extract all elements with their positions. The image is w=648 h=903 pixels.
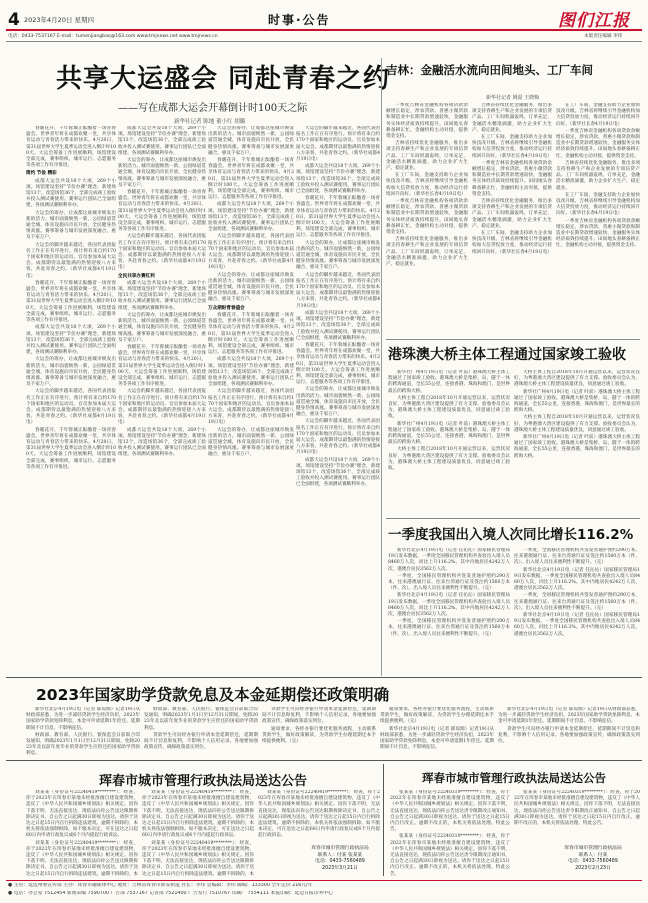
notices-top-rule (6, 760, 642, 761)
article2-column-2: 吉林省持续优化金融服务，推出多项支持春耕生产和企业发展的专项信贷产品。工厂车间机器轰鸣，订单充足，金融活水精准滴灌，助力企业扩大生产、稳定就业。 在工厂车间，金融支持助力企业加快技改升级。吉林省将继续引导金融机构加大信贷投放力度，推动经济运行持续回升向好。（新华社长春4月19日电） 一季度吉林省金融机构各项贷款余额增长稳定，涉农贷款、普惠小微贷款和制造业中长期贷款增速较快，金融服务实体经济质效持续提升。田间地头春耕备耕正忙，金融机构主动对接，提供资金支持。 吉林省持续优化金融服务，推出多项支持春耕生产和企业发展的专项信贷产品。工厂车间机器轰鸣，订单充足，金融活水精准滴灌，助力企业扩大生产、稳定就业。 在工厂车间，金融支持助力企业加快技改升级。吉林省将继续引导金融机构加大信贷投放力度，推动经济运行持续回升向好。（新华社长春4月19日电） (472, 103, 552, 255)
article1-title: 共享大运盛会 同赴青春之约 (56, 64, 391, 94)
article2-title: 吉林：金融活水流向田间地头、工厂车间 (386, 63, 593, 77)
article1-byline: 新华社记者 陈地 董小红 胡璐 (174, 119, 246, 125)
notices-divider (383, 764, 384, 876)
notice1-column-1: 刘某某（身份证号22240419********）：经查，你于2023年在珲春市某地未经批准擅自建设建筑物，违反了《中华人民共和国城乡规划法》相关规定。因你下落不明，无法直接送达，现依法向你公告送达限期拆除决定书，自公告之日起满30日即视为送达。请你于送达之日起15日内自行拆除违法建筑。逾期不拆除的，本机关将依法强制拆除。如不服本决定，可在送达之日起60日内申请行政复议或6个月内提起行政诉讼。 刘某某（身份证号22240419********）：经查，你于2023年在珲春市某地未经批准擅自建设建筑物，违反了《中华人民共和国城乡规划法》相关规定。因你下落不明，无法直接送达，现依法向你公告送达限期拆除决定书，自公告之日起满30日即视为送达。请你于送达之日起15日内自行拆除违法建筑。逾期不拆除的，本 (26, 790, 138, 876)
notice2-phone: 电话：0433-7560489 (568, 859, 618, 864)
article5-title: 2023年国家助学贷款免息及本金延期偿还政策明确 (36, 686, 390, 704)
column-divider-main (381, 58, 382, 676)
article3-column-1: 新华社广州4月19日电（记者 叶前）港珠澳大桥主体工程通过了国家竣工验收。港珠澳大桥是集桥、岛、隧于一体的跨海通道，全长55公里，连接香港、珠海和澳门，是世界最长的跨海大桥。 大桥主体工程自2018年10月开通运营以来，运营状况良好，为粤港澳大湾区建设提供了有力支撑。验收委员会认为，港珠澳大桥主体工程建设质量优良，同意通过竣工验收。 新华社广州4月19日电（记者 叶前）港珠澳大桥主体工程通过了国家竣工验收。港珠澳大桥是集桥、岛、隧于一体的跨海通道，全长55公里，连接香港、珠海和澳门，是世界最长的跨海大桥。 大桥主体工程自2018年10月开通运营以来，运营状况良好，为粤港澳大湾区建设提供了有力支撑。验收委员会认为，港珠澳大桥主体工程建设质量优良，同意通过竣工验收。 (388, 370, 510, 472)
notice1-phone: 电话：0433-7560489 (315, 859, 365, 864)
article5-column-1: 新华社北京4月19日电（记者 郁琼源）记者19日从财政部获悉，为进一步减轻贷款学生经济负担，2023年国家助学贷款免除利息，本金可申请延期1年偿还。延期期间不计罚息，不影响征信。 财政部、教育部、人民银行、银保监会日前联合印发通知，明确2023年1月1日至12月31日期间，免除2023年及以前年度毕业的贷款学生应偿还的国家助学贷款利息。 (26, 707, 140, 757)
article1-subhead-1: 简约 节俭 精彩 (26, 171, 57, 177)
footer-line-1: ● 主管：延边州委宣传部 主办：珲春市融媒体中心 地址：吉林省珲春市新安街道 社长：李伟 总编辑：李伟 邮编：133300 全年定价 216元/年 (8, 883, 313, 888)
footer-rule (6, 880, 642, 881)
article3-title: 港珠澳大桥主体工程通过国家竣工验收 (388, 347, 626, 363)
article2-bottom-rule (386, 339, 640, 340)
page-number: 4 (8, 10, 20, 30)
notice2-title: 珲春市城市管理行政执法局送达公告 (422, 771, 606, 785)
header-subrule (6, 41, 642, 42)
notice2-column-1: 张某某（身份证号22240319********）：经查，你于2022年在珲春市某地未经批准擅自建设建筑物，违反了《中华人民共和国城乡规划法》相关规定。因你下落不明，无法直接送达，现依法向你公告送达责令限期改正通知书，自公告之日起满30日即视为送达。请你于送达之日起15日内自行改正。逾期不改正的，本机关将依法处理。特此公告。 张某某（身份证号22240319********）：经查，你于2022年在珲春市某地未经批准擅自建设建筑物，违反了《中华人民共和国城乡规划法》相关规定。因你下落不明，无法直接送达，现依法向你公告送达责令限期改正通知书，自公告之日起满30日即视为送达。请你于送达之日起15日内自行改正。逾期不改正的，本机关将依法处理。特此公告。 (390, 790, 510, 876)
notice2-date: 2023年2月23日 (575, 865, 611, 871)
mid-page-rule (6, 677, 642, 678)
header-rule (6, 29, 642, 31)
article2-column-3: 在工厂车间，金融支持助力企业加快技改升级。吉林省将继续引导金融机构加大信贷投放力度，推动经济运行持续回升向好。（新华社长春4月19日电） 一季度吉林省金融机构各项贷款余额增长稳定，涉农贷款、普惠小微贷款和制造业中长期贷款增速较快，金融服务实体经济质效持续提升。田间地头春耕备耕正忙，金融机构主动对接，提供资金支持。 吉林省持续优化金融服务，推出多项支持春耕生产和企业发展的专项信贷产品。工厂车间机器轰鸣，订单充足，金融活水精准滴灌，助力企业扩大生产、稳定就业。 在工厂车间，金融支持助力企业加快技改升级。吉林省将继续引导金融机构加大信贷投放力度，推动经济运行持续回升向好。（新华社长春4月19日电） 一季度吉林省金融机构各项贷款余额增长稳定，涉农贷款、普惠小微贷款和制造业中长期贷款增速较快，金融服务实体经济质效持续提升。田间地头春耕备耕正忙，金融机构主动对接，提供资金支持。 (556, 103, 640, 249)
article5-column-2: 财政部、教育部、人民银行、银保监会日前联合印发通知，明确2023年1月1日至12月31日期间，免除2023年及以前年度毕业的贷款学生应偿还的国家助学贷款利息。 贷款学生可向经办银行申请本金延期偿还，延期期间不计罚息和复利，不影响个人信用记录。各地要加强政策宣传，确保政策落实到位。 (144, 707, 258, 751)
article5-column-3: 贷款学生可向经办银行申请本金延期偿还，延期期间不计罚息和复利，不影响个人信用记录。各地要加强政策宣传，确保政策落实到位。 通知要求，各经办银行要优化服务流程，主动联系贷款学生，做好政策解读，为贷款学生办理延期还本手续提供便利。（完） (262, 707, 376, 745)
article2-column-1: 一季度吉林省金融机构各项贷款余额增长稳定，涉农贷款、普惠小微贷款和制造业中长期贷款增速较快，金融服务实体经济质效持续提升。田间地头春耕备耕正忙，金融机构主动对接，提供资金支持。 吉林省持续优化金融服务，推出多项支持春耕生产和企业发展的专项信贷产品。工厂车间机器轰鸣，订单充足，金融活水精准滴灌，助力企业扩大生产、稳定就业。 在工厂车间，金融支持助力企业加快技改升级。吉林省将继续引导金融机构加大信贷投放力度，推动经济运行持续回升向好。（新华社长春4月19日电） 一季度吉林省金融机构各项贷款余额增长稳定，涉农贷款、普惠小微贷款和制造业中长期贷款增速较快，金融服务实体经济质效持续提升。田间地头春耕备耕正忙，金融机构主动对接，提供资金支持。 吉林省持续优化金融服务，推出多项支持春耕生产和企业发展的专项信贷产品。工厂车间机器轰鸣，订单充足，金融活水精准滴灌，助力企业扩大生产、稳定就业。 (386, 103, 468, 268)
notice2-contact: 联系人：付某 (578, 852, 608, 858)
article3-bottom-rule (386, 518, 640, 519)
notice1-signature-block (300, 846, 380, 872)
article3-column-2: 大桥主体工程自2018年10月开通运营以来，运营状况良好，为粤港澳大湾区建设提供了有力支撑。验收委员会认为，港珠澳大桥主体工程建设质量优良，同意通过竣工验收。 新华社广州4月19日电（记者 叶前）港珠澳大桥主体工程通过了国家竣工验收。港珠澳大桥是集桥、岛、隧于一体的跨海通道，全长55公里，连接香港、珠海和澳门，是世界最长的跨海大桥。 大桥主体工程自2018年10月开通运营以来，运营状况良好，为粤港澳大湾区建设提供了有力支撑。验收委员会认为，港珠澳大桥主体工程建设质量优良，同意通过竣工验收。 新华社广州4月19日电（记者 叶前）港珠澳大桥主体工程通过了国家竣工验收。港珠澳大桥是集桥、岛、隧于一体的跨海通道，全长55公里，连接香港、珠海和澳门，是世界最长的跨海大桥。 (514, 370, 640, 459)
article1-column-3: 大运会的筹办，让成都这座城市焕发出新的活力。城市面貌焕然一新，公园绿道贯通全城，体育设施向市民开放，全民健身热情高涨。赛事筹备与城市发展深度融合，惠及千家万户。 春暖花开，千年蓉城正酝酿着一场青春盛会。世界青年将在成都欢聚一堂，共享体育运动与青春活力带来的快乐。4月20日，第31届世界大学生夏季运动会进入倒计时100天。大运会筹备工作进展顺利，场馆建设全部完成，赛事组织、城市运行、志愿服务等各项工作有序推进。 成都大运会共设18个大项，269个小项。场馆建设坚持"节俭办赛"理念，新建场馆13个，改造场馆36个，全部完成竣工验收并投入测试赛使用。赛事运行团队已全面组建，各项测试赛顺利举办。 大运会的脚步越来越近，各国代表团报名工作正在有序进行。预计将有来自约170个国家和地区的运动员、官员参加本届大运会。成都期待以最饱满的热情迎接八方来客，共赴青春之约。（新华社成都4月19日电） 大运会的筹办，让成都这座城市焕发出新的活力。城市面貌焕然一新，公园绿道贯通全城，体育设施向市民开放，全民健身热情高涨。赛事筹备与城市发展深度融合，惠及千家万户。 万众期盼青春盛会 春暖花开，千年蓉城正酝酿着一场青春盛会。世界青年将在成都欢聚一堂，共享体育运动与青春活力带来的快乐。4月20日，第31届世界大学生夏季运动会进入倒计时100天。大运会筹备工作进展顺利，场馆建设全部完成，赛事组织、城市运行、志愿服务等各项工作有序推进。 成都大运会共设18个大项，269个小项。场馆建设坚持"节俭办赛"理念，新建场馆13个，改造场馆36个，全部完成竣工验收并投入测试赛使用。赛事运行团队已全面组建，各项测试赛顺利举办。 大运会的脚步越来越近，各国代表团报名工作正在有序进行。预计将有来自约170个国家和地区的运动员、官员参加本届大运会。成都期待以最饱满的热情迎接八方来客，共赴青春之约。（新华社成都4月19日电） 大运会的筹办，让成都这座城市焕发出新的活力。城市面貌焕然一新，公园绿道贯通全城，体育设施向市民开放，全民健身热情高涨。赛事筹备与城市发展深度融合，惠及千家万户。 (208, 126, 294, 458)
article5-column-5: 新华社北京4月19日电（记者 郁琼源）记者19日从财政部获悉，为进一步减轻贷款学生经济负担，2023年国家助学贷款免除利息，本金可申请延期1年偿还。延期期间不计罚息，不影响征信。 贷款学生可向经办银行申请本金延期偿还，延期期间不计罚息和复利，不影响个人信用记录。各地要加强政策宣传，确保政策落实到位。 (498, 707, 640, 745)
notice1-title: 珲春市城市管理行政执法局送达公告 (98, 774, 307, 789)
article1-subtitle: ——写在成都大运会开幕倒计时100天之际 (118, 103, 308, 114)
notice1-column-3: 刘某某（身份证号22240419********）：经查，你于2023年在珲春市某地未经批准擅自建设建筑物，违反了《中华人民共和国城乡规划法》相关规定。因你下落不明，无法直接送达，现依法向你公告送达限期拆除决定书，自公告之日起满30日即视为送达。请你于送达之日起15日内自行拆除违法建筑。逾期不拆除的，本机关将依法强制拆除。如不服本决定，可在送达之日起60日内申请行政复议或6个月内提起行政诉讼。 (258, 790, 380, 839)
article1-subhead-2: 全民共享办赛红利 (118, 273, 155, 279)
article1-column-1: 春暖花开，千年蓉城正酝酿着一场青春盛会。世界青年将在成都欢聚一堂，共享体育运动与青春活力带来的快乐。4月20日，第31届世界大学生夏季运动会进入倒计时100天。大运会筹备工作进展顺利，场馆建设全部完成，赛事组织、城市运行、志愿服务等各项工作有序推进。 简约 节俭 精彩 成都大运会共设18个大项，269个小项。场馆建设坚持"节俭办赛"理念，新建场馆13个，改造场馆36个，全部完成竣工验收并投入测试赛使用。赛事运行团队已全面组建，各项测试赛顺利举办。 大运会的筹办，让成都这座城市焕发出新的活力。城市面貌焕然一新，公园绿道贯通全城，体育设施向市民开放，全民健身热情高涨。赛事筹备与城市发展深度融合，惠及千家万户。 大运会的脚步越来越近，各国代表团报名工作正在有序进行。预计将有来自约170个国家和地区的运动员、官员参加本届大运会。成都期待以最饱满的热情迎接八方来客，共赴青春之约。（新华社成都4月19日电） 春暖花开，千年蓉城正酝酿着一场青春盛会。世界青年将在成都欢聚一堂，共享体育运动与青春活力带来的快乐。4月20日，第31届世界大学生夏季运动会进入倒计时100天。大运会筹备工作进展顺利，场馆建设全部完成，赛事组织、城市运行、志愿服务等各项工作有序推进。 成都大运会共设18个大项，269个小项。场馆建设坚持"节俭办赛"理念，新建场馆13个，改造场馆36个，全部完成竣工验收并投入测试赛使用。赛事运行团队已全面组建，各项测试赛顺利举办。 大运会的筹办，让成都这座城市焕发出新的活力。城市面貌焕然一新，公园绿道贯通全城，体育设施向市民开放，全民健身热情高涨。赛事筹备与城市发展深度融合，惠及千家万户。 大运会的脚步越来越近，各国代表团报名工作正在有序进行。预计将有来自约170个国家和地区的运动员、官员参加本届大运会。成都期待以最饱满的热情迎接八方来客，共赴青春之约。（新华社成都4月19日电） 春暖花开，千年蓉城正酝酿着一场青春盛会。世界青年将在成都欢聚一堂，共享体育运动与青春活力带来的快乐。4月20日，第31届世界大学生夏季运动会进入倒计时100天。大运会筹备工作进展顺利，场馆建设全部完成，赛事组织、城市运行、志愿服务等各项工作有序推进。 (26, 126, 116, 470)
article4-column-2: 一季度，全国移民管理机构共签发普通护照约290万本，往来港澳通行证、往来台湾通行证及签注约1560万本（件、次）。出入境人员往来便利性不断提升。（完） 新华社北京4月19日电（记者 任沁沁）国家移民管理局19日发布数据，一季度全国移民管理机构共查验出入境人员8460万人次，同比上升116.2%。其中内地居民4242万人次，港澳台居民3562万人次。 一季度，全国移民管理机构共签发普通护照约290万本，往来港澳通行证、往来台湾通行证及签注约1560万本（件、次）。出入境人员往来便利性不断提升。（完） 新华社北京4月19日电（记者 任沁沁）国家移民管理局19日发布数据，一季度全国移民管理机构共查验出入境人员8460万人次，同比上升116.2%。其中内地居民4242万人次，港澳台居民3562万人次。 (514, 548, 640, 637)
newspaper-logo: 图们江报 (558, 11, 630, 31)
header-editor: 本版责任编辑 李伟 (584, 34, 623, 39)
article2-byline: 新华社记者 姚湜 王晓梅 (486, 95, 540, 101)
article1-subhead-3: 万众期盼青春盛会 (208, 305, 245, 311)
header-contact: 电话：0433-7537167 E-mail：tumenjiangbao@163.com www.tmjnews.net www.tmjnews.cn (8, 34, 218, 39)
footer-line-2: ● 电话：办公室 7512454 新闻采编 7590700 广告部 7537167 记者部 7521400 广告发行 7510767 印刷厂 7554111 本报印刷：延边日报印务中心 (8, 891, 333, 896)
article5-column-4: 通知要求，各经办银行要优化服务流程，主动联系贷款学生，做好政策解读，为贷款学生办理延期还本手续提供便利。（完） 新华社北京4月19日电（记者 郁琼源）记者19日从财政部获悉，为进一步减轻贷款学生经济负担，2023年国家助学贷款免除利息，本金可申请延期1年偿还。延期期间不计罚息，不影响征信。 (380, 707, 494, 751)
notice1-contact: 联系人：付某 张某某 (317, 852, 363, 858)
notice2-column-2: 张某某（身份证号22240319********）：经查，你于2022年在珲春市某地未经批准擅自建设建筑物，违反了《中华人民共和国城乡规划法》相关规定。因你下落不明，无法直接送达，现依法向你公告送达责令限期改正通知书，自公告之日起满30日即视为送达。请你于送达之日起15日内自行改正。逾期不改正的，本机关将依法处理。特此公告。 (514, 790, 640, 827)
article4-title: 一季度我国出入境人次同比增长116.2% (388, 527, 634, 543)
article1-column-2: 成都大运会共设18个大项，269个小项。场馆建设坚持"节俭办赛"理念，新建场馆13个，改造场馆36个，全部完成竣工验收并投入测试赛使用。赛事运行团队已全面组建，各项测试赛顺利举办。 大运会的筹办，让成都这座城市焕发出新的活力。城市面貌焕然一新，公园绿道贯通全城，体育设施向市民开放，全民健身热情高涨。赛事筹备与城市发展深度融合，惠及千家万户。 春暖花开，千年蓉城正酝酿着一场青春盛会。世界青年将在成都欢聚一堂，共享体育运动与青春活力带来的快乐。4月20日，第31届世界大学生夏季运动会进入倒计时100天。大运会筹备工作进展顺利，场馆建设全部完成，赛事组织、城市运行、志愿服务等各项工作有序推进。 大运会的脚步越来越近，各国代表团报名工作正在有序进行。预计将有来自约170个国家和地区的运动员、官员参加本届大运会。成都期待以最饱满的热情迎接八方来客，共赴青春之约。（新华社成都4月19日电） 全民共享办赛红利 成都大运会共设18个大项，269个小项。场馆建设坚持"节俭办赛"理念，新建场馆13个，改造场馆36个，全部完成竣工验收并投入测试赛使用。赛事运行团队已全面组建，各项测试赛顺利举办。 大运会的筹办，让成都这座城市焕发出新的活力。城市面貌焕然一新，公园绿道贯通全城，体育设施向市民开放，全民健身热情高涨。赛事筹备与城市发展深度融合，惠及千家万户。 春暖花开，千年蓉城正酝酿着一场青春盛会。世界青年将在成都欢聚一堂，共享体育运动与青春活力带来的快乐。4月20日，第31届世界大学生夏季运动会进入倒计时100天。大运会筹备工作进展顺利，场馆建设全部完成，赛事组织、城市运行、志愿服务等各项工作有序推进。 大运会的脚步越来越近，各国代表团报名工作正在有序进行。预计将有来自约170个国家和地区的运动员、官员参加本届大运会。成都期待以最饱满的热情迎接八方来客，共赴青春之约。（新华社成都4月19日电） 成都大运会共设18个大项，269个小项。场馆建设坚持"节俭办赛"理念，新建场馆13个，改造场馆36个，全部完成竣工验收并投入测试赛使用。赛事运行团队已全面组建，各项测试赛顺利举办。 (118, 126, 206, 458)
article1-column-4: 大运会的脚步越来越近，各国代表团报名工作正在有序进行。预计将有来自约170个国家和地区的运动员、官员参加本届大运会。成都期待以最饱满的热情迎接八方来客，共赴青春之约。（新华社成都4月19日电） 成都大运会共设18个大项，269个小项。场馆建设坚持"节俭办赛"理念，新建场馆13个，改造场馆36个，全部完成竣工验收并投入测试赛使用。赛事运行团队已全面组建，各项测试赛顺利举办。 春暖花开，千年蓉城正酝酿着一场青春盛会。世界青年将在成都欢聚一堂，共享体育运动与青春活力带来的快乐。4月20日，第31届世界大学生夏季运动会进入倒计时100天。大运会筹备工作进展顺利，场馆建设全部完成，赛事组织、城市运行、志愿服务等各项工作有序推进。 大运会的筹办，让成都这座城市焕发出新的活力。城市面貌焕然一新，公园绿道贯通全城，体育设施向市民开放，全民健身热情高涨。赛事筹备与城市发展深度融合，惠及千家万户。 大运会的脚步越来越近，各国代表团报名工作正在有序进行。预计将有来自约170个国家和地区的运动员、官员参加本届大运会。成都期待以最饱满的热情迎接八方来客，共赴青春之约。（新华社成都4月19日电） 成都大运会共设18个大项，269个小项。场馆建设坚持"节俭办赛"理念，新建场馆13个，改造场馆36个，全部完成竣工验收并投入测试赛使用。赛事运行团队已全面组建，各项测试赛顺利举办。 春暖花开，千年蓉城正酝酿着一场青春盛会。世界青年将在成都欢聚一堂，共享体育运动与青春活力带来的快乐。4月20日，第31届世界大学生夏季运动会进入倒计时100天。大运会筹备工作进展顺利，场馆建设全部完成，赛事组织、城市运行、志愿服务等各项工作有序推进。 大运会的筹办，让成都这座城市焕发出新的活力。城市面貌焕然一新，公园绿道贯通全城，体育设施向市民开放，全民健身热情高涨。赛事筹备与城市发展深度融合，惠及千家万户。 大运会的脚步越来越近，各国代表团报名工作正在有序进行。预计将有来自约170个国家和地区的运动员、官员参加本届大运会。成都期待以最饱满的热情迎接八方来客，共赴青春之约。（新华社成都4月19日电） 成都大运会共设18个大项，269个小项。场馆建设坚持"节俭办赛"理念，新建场馆13个，改造场馆36个，全部完成竣工验收并投入测试赛使用。赛事运行团队已全面组建，各项测试赛顺利举办。 (296, 126, 380, 488)
notice1-signature: 珲春市城市管理行政执法局 (311, 846, 369, 851)
article4-column-1: 新华社北京4月19日电（记者 任沁沁）国家移民管理局19日发布数据，一季度全国移民管理机构共查验出入境人员8460万人次，同比上升116.2%。其中内地居民4242万人次，港澳台居民3562万人次。 一季度，全国移民管理机构共签发普通护照约290万本，往来港澳通行证、往来台湾通行证及签注约1560万本（件、次）。出入境人员往来便利性不断提升。（完） 新华社北京4月19日电（记者 任沁沁）国家移民管理局19日发布数据，一季度全国移民管理机构共查验出入境人员8460万人次，同比上升116.2%。其中内地居民4242万人次，港澳台居民3562万人次。 一季度，全国移民管理机构共签发普通护照约290万本，往来港澳通行证、往来台湾通行证及签注约1560万本（件、次）。出入境人员往来便利性不断提升。（完） (388, 548, 510, 637)
issue-date: 2023年4月20日 星期四 (24, 16, 95, 24)
section-title: 时事·公告 (268, 13, 331, 27)
notice2-signature-block (546, 846, 640, 872)
notice2-signature: 珲春市城市管理行政执法局 (564, 846, 622, 851)
notice1-column-2: 刘某某（身份证号22240419********）：经查，你于2023年在珲春市某地未经批准擅自建设建筑物，违反了《中华人民共和国城乡规划法》相关规定。因你下落不明，无法直接送达，现依法向你公告送达限期拆除决定书，自公告之日起满30日即视为送达。请你于送达之日起15日内自行拆除违法建筑。逾期不拆除的，本机关将依法强制拆除。如不服本决定，可在送达之日起60日内申请行政复议或6个月内提起行政诉讼。 刘某某（身份证号22240419********）：经查，你于2023年在珲春市某地未经批准擅自建设建筑物，违反了《中华人民共和国城乡规划法》相关规定。因你下落不明，无法直接送达，现依法向你公告送达限期拆除决定书，自公告之日起满30日即视为送达。请你于送达之日起15日内自行拆除违法建筑。逾期不拆除的，本 (142, 790, 254, 876)
notice1-date: 2023年3月21日 (322, 865, 358, 871)
